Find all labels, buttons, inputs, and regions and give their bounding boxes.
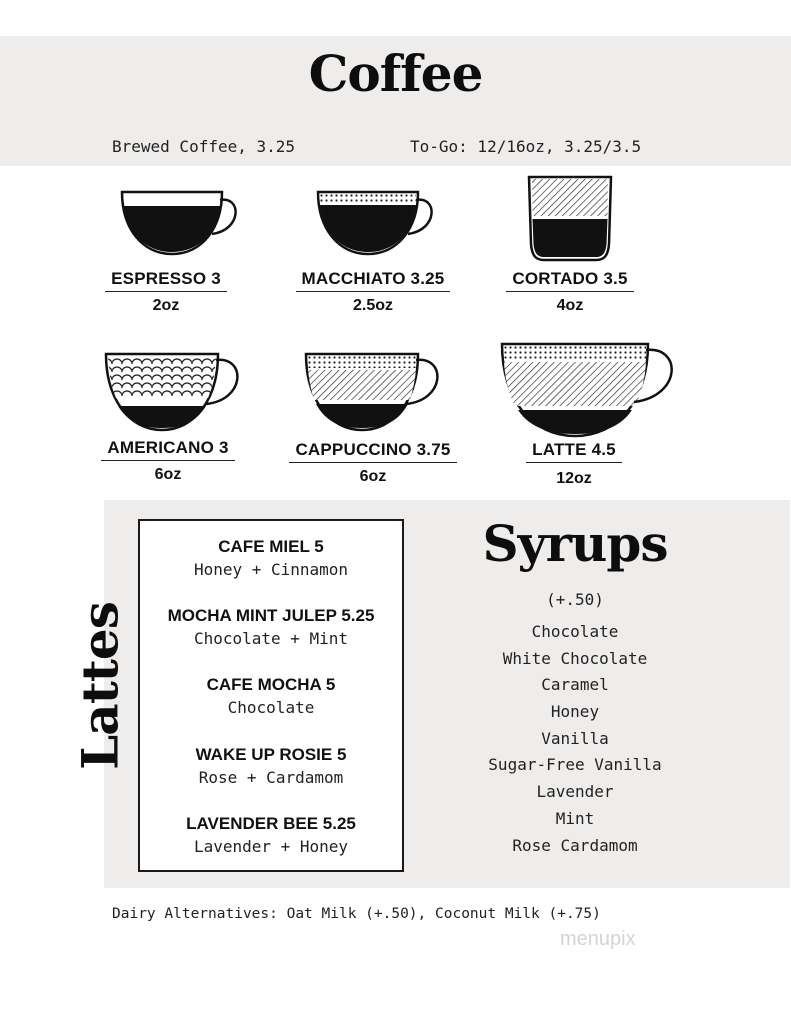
coffee-title: Coffee [308, 44, 483, 103]
syrups-list [460, 622, 690, 862]
lattes-title-wrap [60, 596, 140, 776]
latte-item-desc: Chocolate + Mint [193, 629, 349, 648]
syrups-title: Syrups [482, 514, 668, 573]
syrup-item: Sugar-Free Vanilla [488, 755, 662, 774]
cappuccino-size: 6oz [359, 468, 387, 485]
latte-item-name: CAFE MOCHA 5 [206, 675, 336, 694]
latte-size: 12oz [556, 470, 592, 487]
cortado-glass-icon [526, 174, 616, 264]
to-go-price: To-Go: 12/16oz, 3.25/3.5 [410, 137, 642, 156]
espresso-label: ESPRESSO 3 [76, 269, 256, 292]
syrups-price: (+.50) [546, 590, 604, 609]
latte-label: LATTE 4.5 [484, 440, 664, 463]
cortado-size: 4oz [556, 297, 584, 314]
latte-item-desc: Chocolate [227, 698, 315, 717]
latte-item-desc: Rose + Cardamom [198, 768, 344, 787]
americano-label: AMERICANO 3 [78, 438, 258, 461]
americano-size: 6oz [154, 466, 182, 483]
latte-item [140, 606, 402, 648]
latte-item [140, 814, 402, 856]
syrup-item: Mint [555, 809, 595, 828]
lattes-title: Lattes [70, 602, 130, 770]
latte-item-name: LAVENDER BEE 5.25 [186, 814, 356, 833]
latte-item-name: CAFE MIEL 5 [218, 537, 324, 556]
latte-cup-icon [498, 340, 680, 440]
syrup-item: Rose Cardamom [512, 836, 638, 855]
syrup-item: Vanilla [541, 729, 609, 748]
espresso-size: 2oz [152, 297, 180, 314]
cortado-label: CORTADO 3.5 [480, 269, 660, 292]
macchiato-size: 2.5oz [352, 297, 393, 314]
lattes-box [138, 519, 404, 872]
latte-item [140, 537, 402, 579]
syrup-item: Chocolate [531, 622, 619, 641]
cappuccino-label: CAPPUCCINO 3.75 [283, 440, 463, 463]
brewed-coffee-price: Brewed Coffee, 3.25 [112, 137, 296, 156]
latte-item-desc: Lavender + Honey [193, 837, 349, 856]
syrup-item: Honey [550, 702, 600, 721]
macchiato-label: MACCHIATO 3.25 [283, 269, 463, 292]
cappuccino-cup-icon [302, 350, 446, 434]
macchiato-cup-icon [314, 188, 436, 260]
latte-item [140, 745, 402, 787]
latte-item [140, 675, 402, 717]
latte-item-name: MOCHA MINT JULEP 5.25 [167, 606, 375, 625]
latte-item-desc: Honey + Cinnamon [193, 560, 349, 579]
syrup-item: Lavender [536, 782, 614, 801]
syrup-item: Caramel [541, 675, 609, 694]
americano-cup-icon [102, 350, 246, 434]
watermark: menupix [560, 928, 636, 950]
latte-item-name: WAKE UP ROSIE 5 [195, 745, 347, 764]
syrup-item: White Chocolate [502, 649, 648, 668]
dairy-alternatives: Dairy Alternatives: Oat Milk (+.50), Coconut Milk (+.75) [112, 906, 601, 922]
espresso-cup-icon [118, 188, 240, 260]
